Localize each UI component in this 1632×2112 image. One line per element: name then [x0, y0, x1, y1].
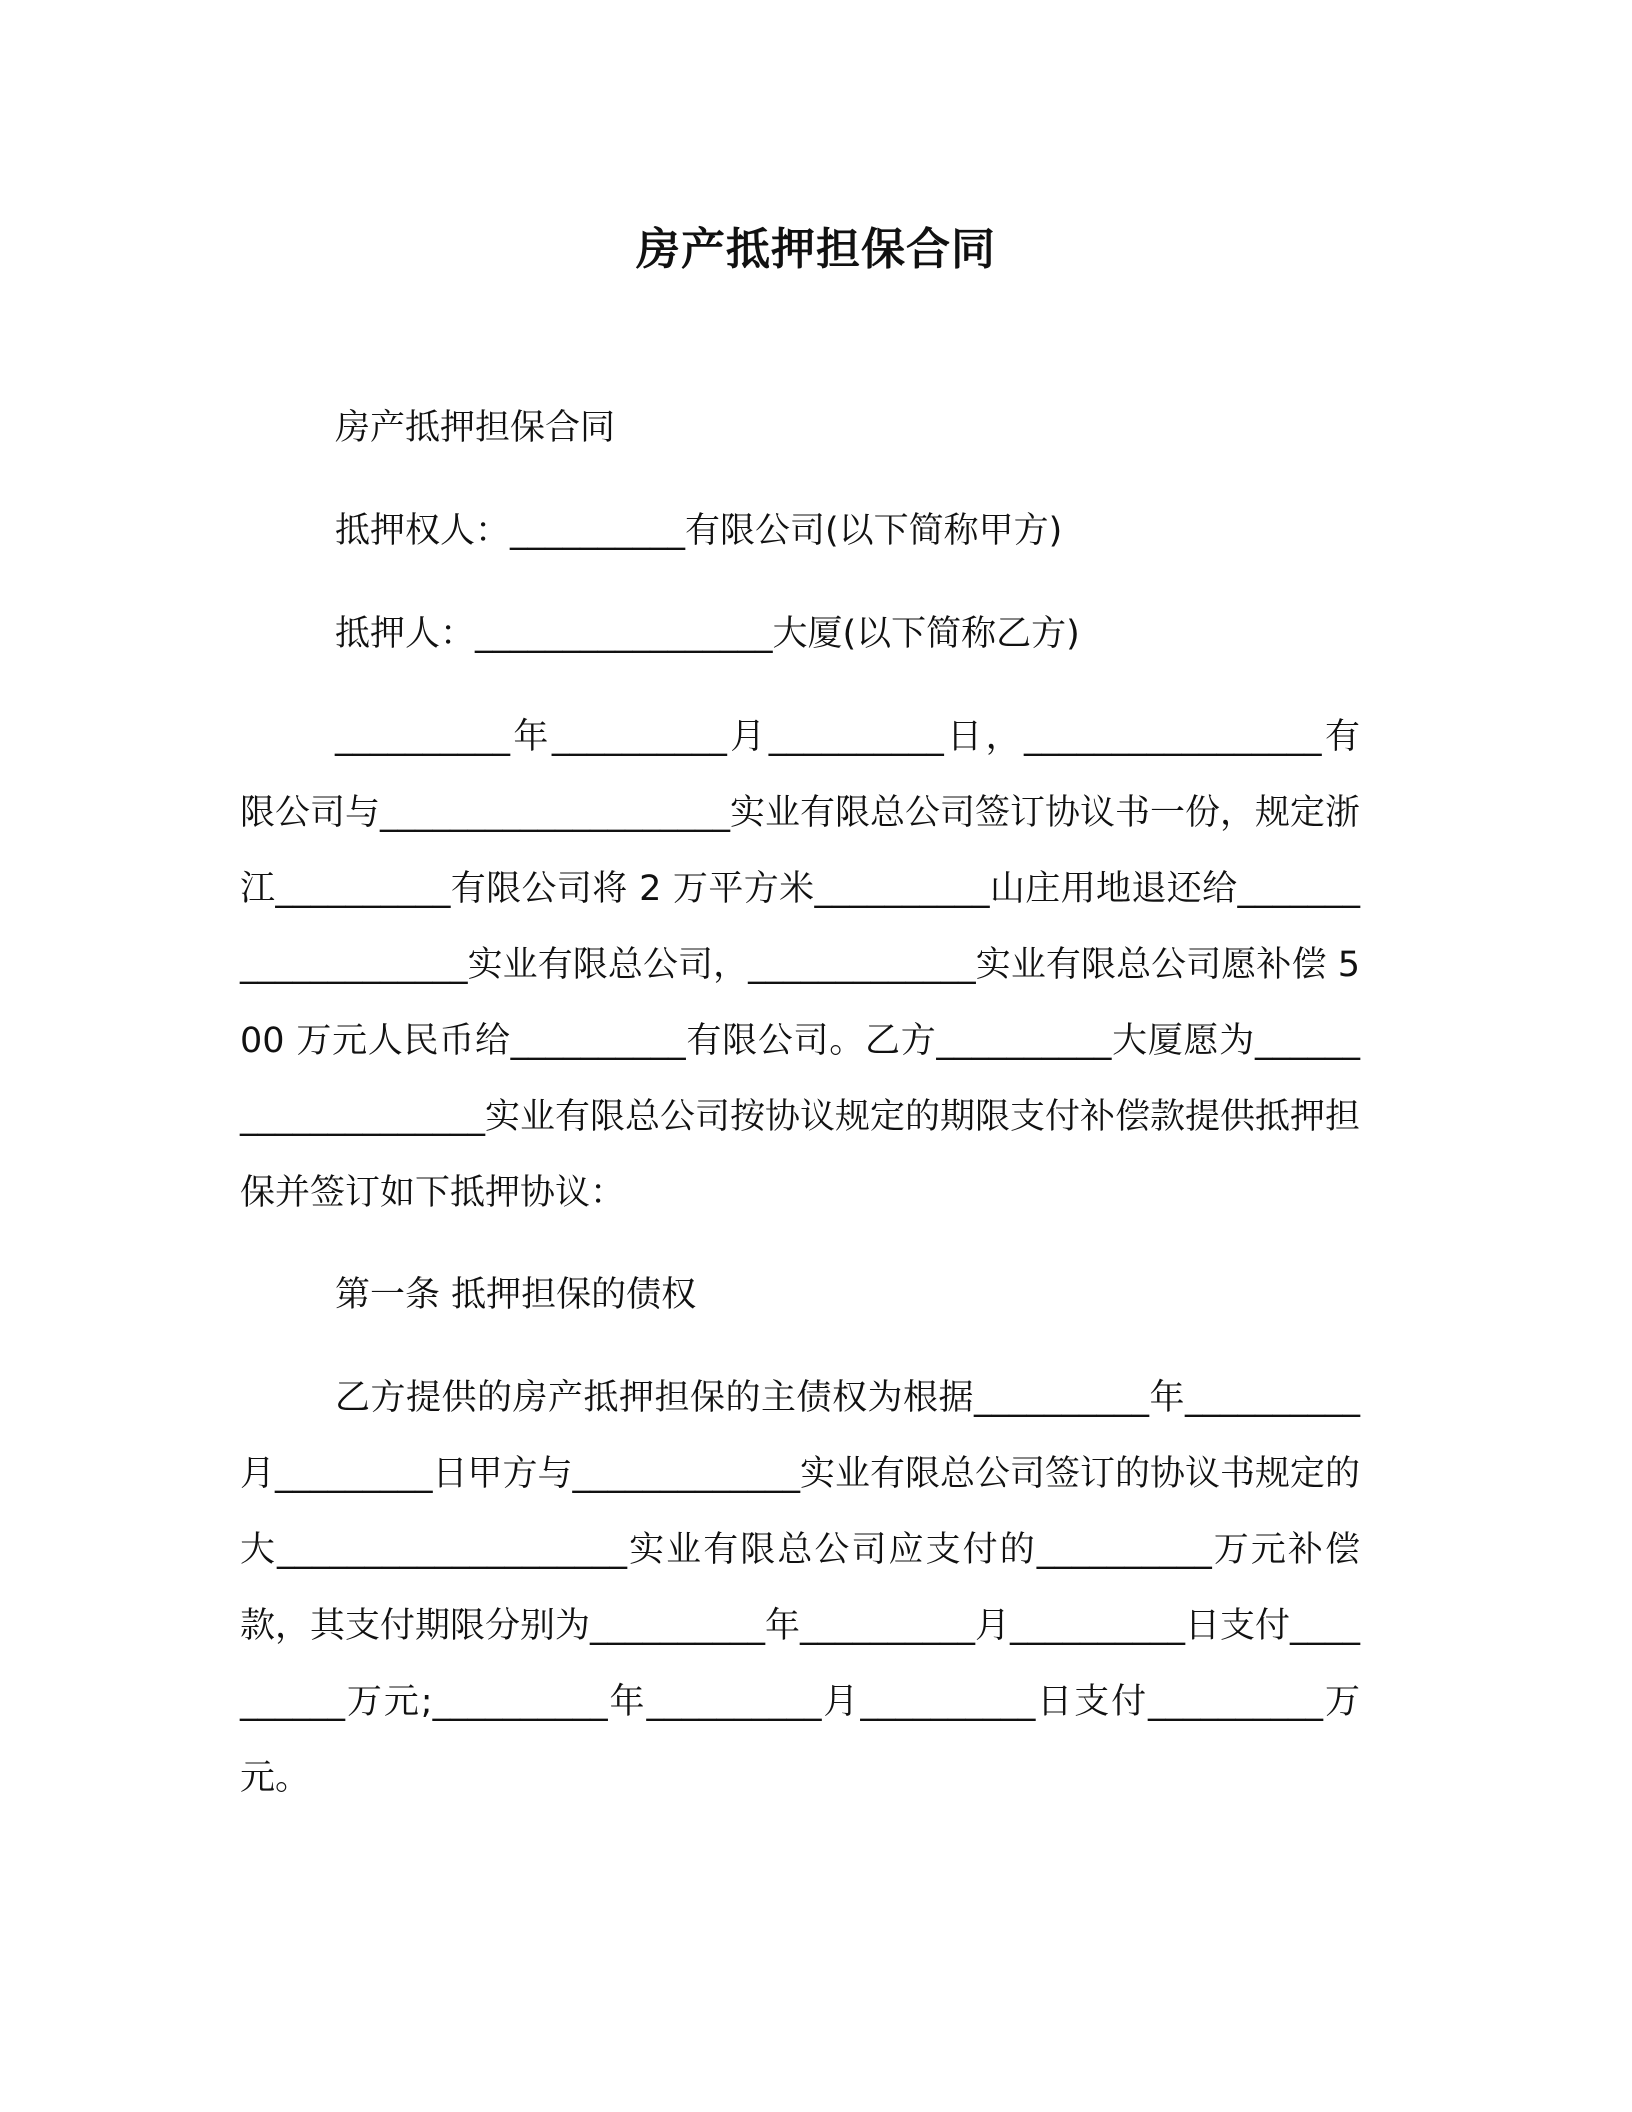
paragraph-mortgagee: 抵押权人：__________有限公司(以下简称甲方) — [335, 511, 1063, 551]
paragraph-mortgagor: 抵押人：_________________大厦(以下简称乙方) — [335, 614, 1080, 654]
document-body — [240, 390, 1360, 1843]
paragraph-subtitle: 房产抵押担保合同 — [335, 408, 616, 448]
article-one-heading: 第一条 抵押担保的债权 — [335, 1275, 697, 1315]
paragraph-background: __________年__________月__________日，_________________有限公司与____________________实业有限总公司签订协议书一份，规定浙江__________有限公司将 2 万平方米__________山庄用地退还给____________________实业有限总公司，_____________实业有限总公司愿补偿 500 万元人民币给__________有限公司。乙方__________大厦愿为____________________实业有限总公司按协议规定的期限支付补偿款提供抵押担保并签订如下抵押协议： — [240, 717, 1361, 1213]
article-one-body: 乙方提供的房产抵押担保的主债权为根据__________年__________月_________日甲方与_____________实业有限总公司签订的协议书规定的大____________________实业有限总公司应支付的__________万元补偿款，其支付期限分别为__________年__________月__________日支付__________万元;__________年__________月__________日支付__________万元。 — [240, 1378, 1361, 1798]
document-title: 房产抵押担保合同 — [636, 224, 996, 275]
